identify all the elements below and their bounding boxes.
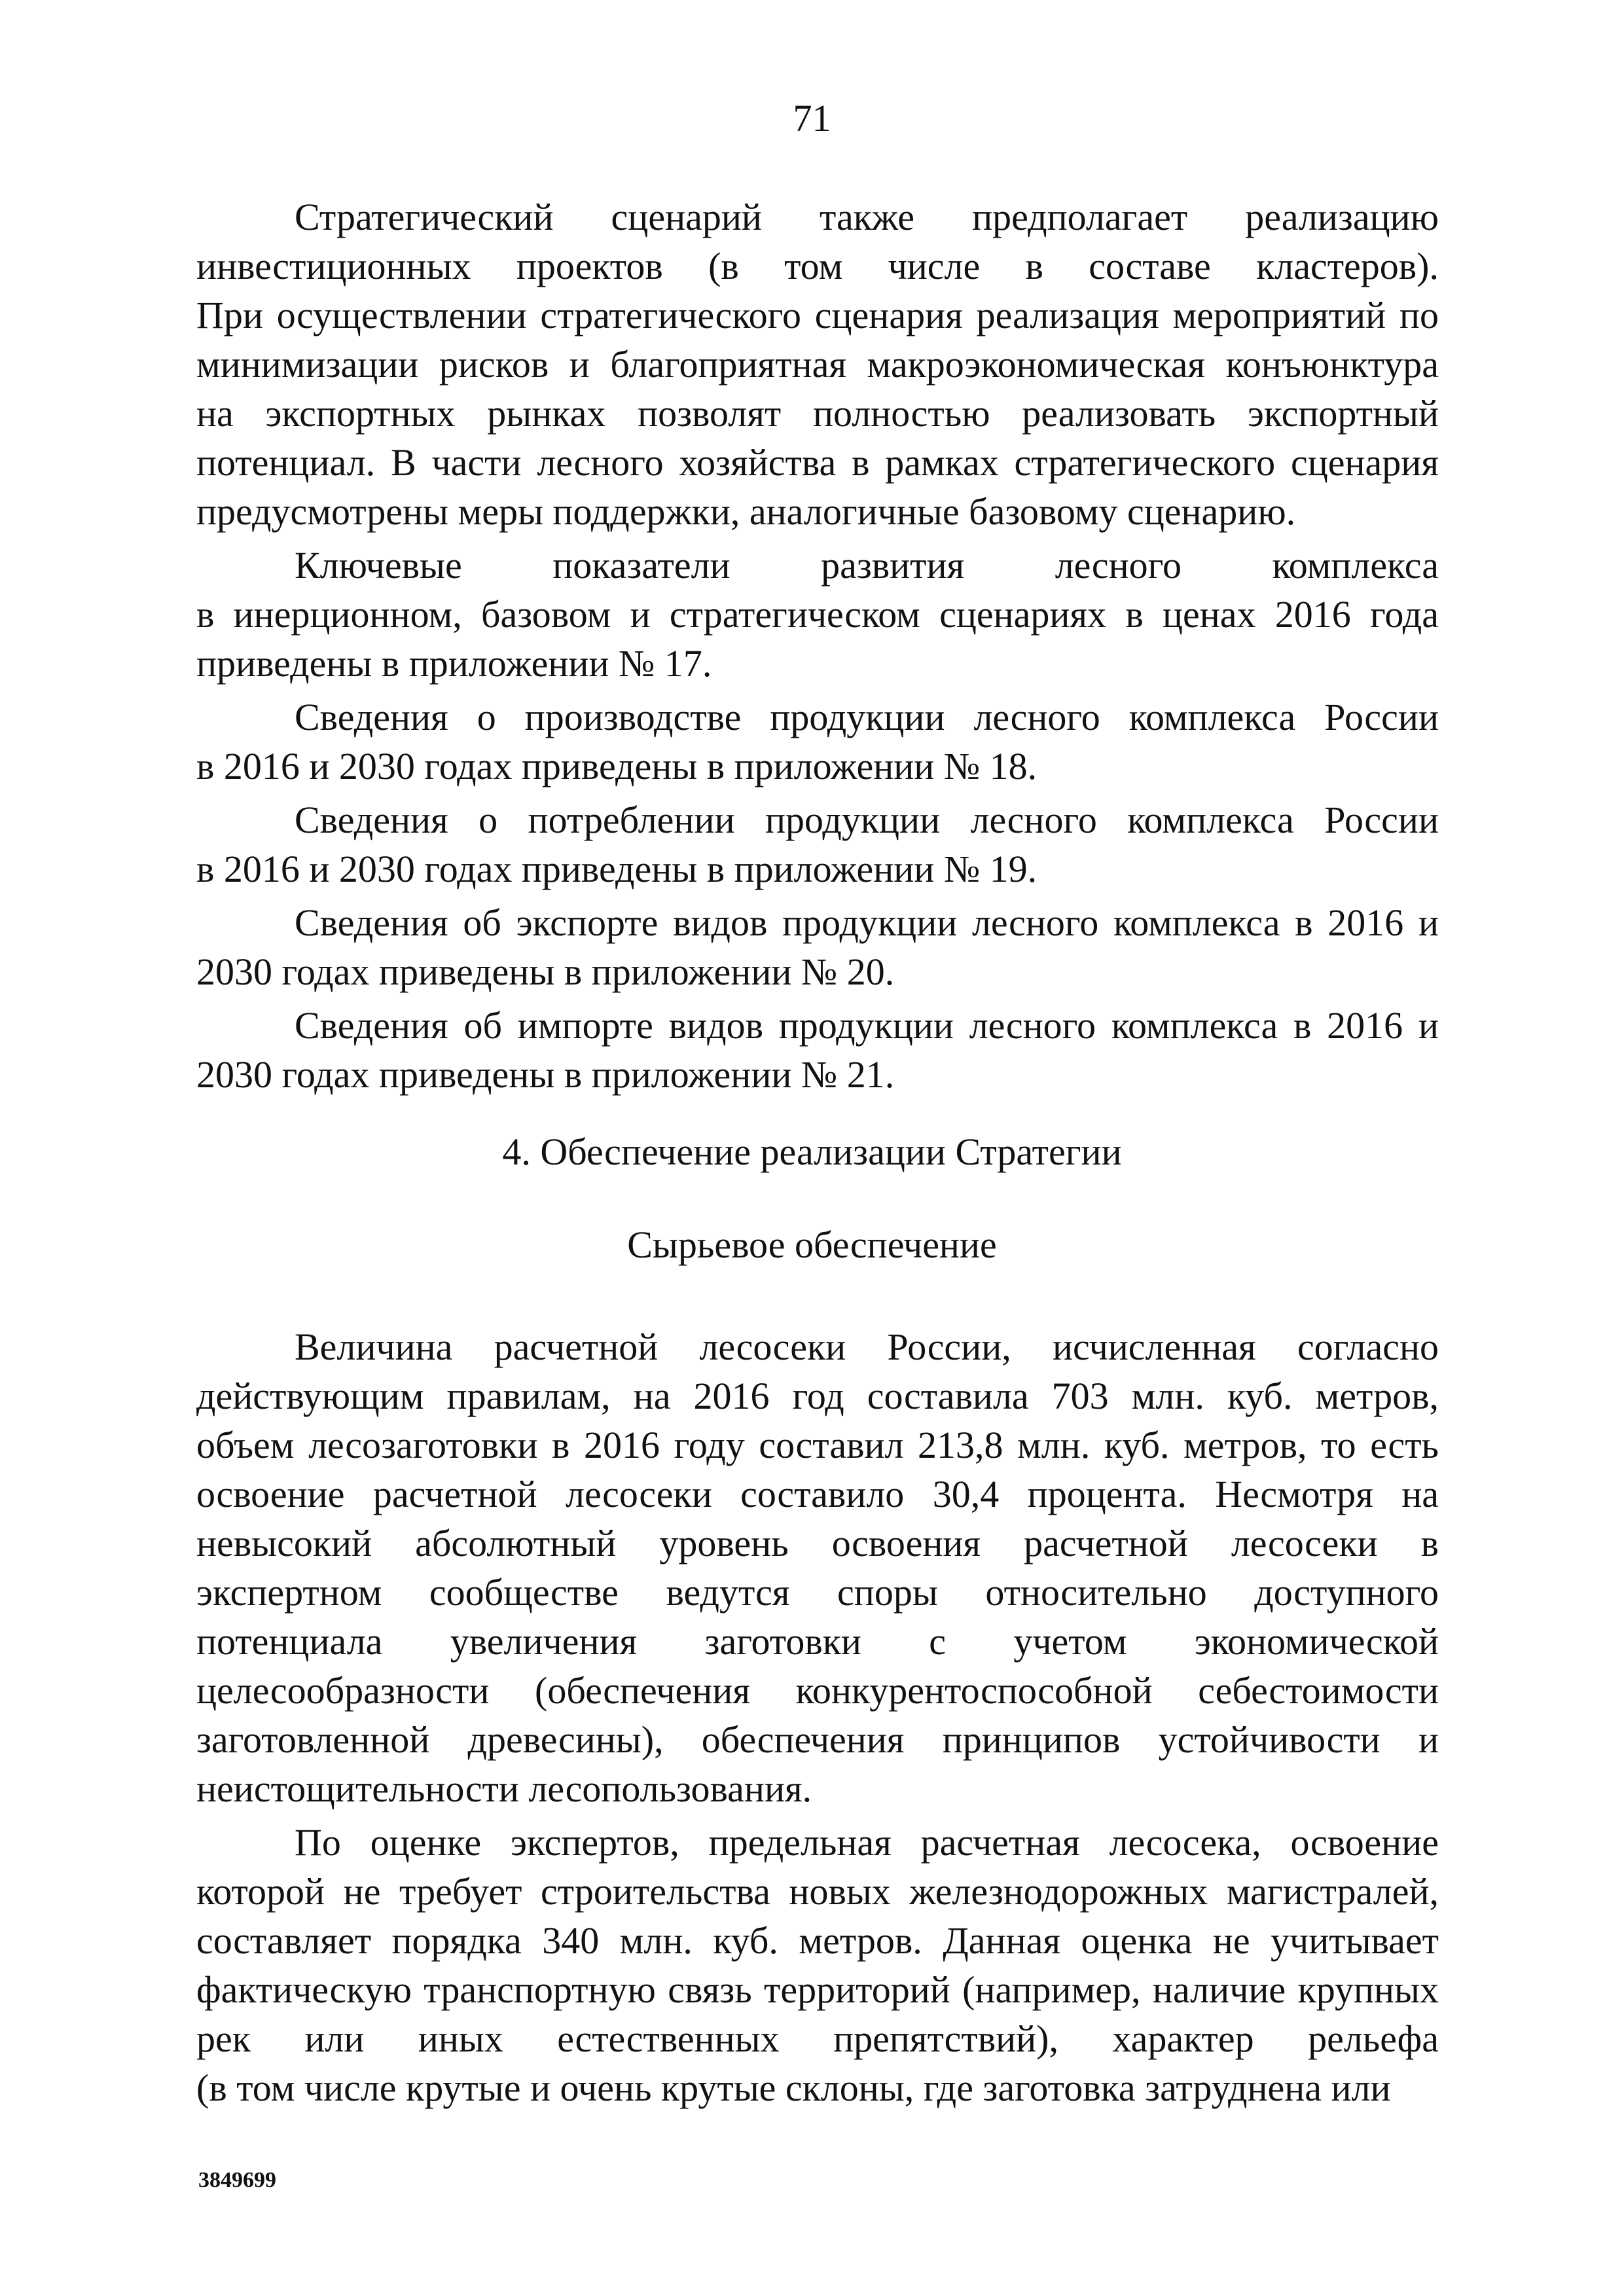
text-line: Сведения об экспорте видов продукции лесного комплекса в 2016 и (295, 901, 1439, 944)
paragraph (196, 1322, 1439, 1813)
text-line: минимизации рисков и благоприятная макроэкономическая конъюнктура (196, 343, 1439, 386)
body-text-section-2 (196, 1322, 1439, 2117)
section-heading: 4. Обеспечение реализации Стратегии (502, 1130, 1122, 1173)
text-line: на экспортных рынках позволят полностью реализовать экспортный (196, 392, 1439, 435)
paragraph (196, 795, 1439, 894)
text-line: При осуществлении стратегического сценария реализация мероприятий по (196, 294, 1439, 336)
text-line: Сведения о производстве продукции лесного комплекса России (295, 696, 1439, 738)
text-line: 2030 годах приведены в приложении № 21. (196, 1053, 895, 1096)
text-line: фактическую транспортную связь территорий (например, наличие крупных (196, 1968, 1439, 2011)
text-line: которой не требует строительства новых железнодорожных магистралей, (196, 1870, 1439, 1913)
text-line: По оценке экспертов, предельная расчетная лесосека, освоение (295, 1821, 1439, 1864)
text-line: составляет порядка 340 млн. куб. метров. Данная оценка не учитывает (196, 1919, 1439, 1962)
paragraph (196, 192, 1439, 536)
page-number: 71 (793, 97, 831, 139)
text-line: освоение расчетной лесосеки составило 30,4 процента. Несмотря на (196, 1473, 1439, 1515)
text-line: потенциала увеличения заготовки с учетом экономической (196, 1620, 1439, 1663)
text-line: объем лесозаготовки в 2016 году составил 213,8 млн. куб. метров, то есть (196, 1424, 1439, 1466)
body-text-section-1 (196, 192, 1439, 1104)
text-line: рек или иных естественных препятствий), характер рельефа (196, 2017, 1439, 2060)
paragraph (196, 898, 1439, 996)
text-line: (в том числе крутые и очень крутые склоны, где заготовка затруднена или (196, 2067, 1391, 2109)
text-line: инвестиционных проектов (в том числе в составе кластеров). (196, 245, 1439, 287)
text-line: в 2016 и 2030 годах приведены в приложении № 18. (196, 745, 1038, 787)
text-line: 2030 годах приведены в приложении № 20. (196, 950, 895, 993)
paragraph (196, 1001, 1439, 1099)
text-line: потенциал. В части лесного хозяйства в рамках стратегического сценария (196, 441, 1439, 484)
text-line: заготовленной древесины), обеспечения принципов устойчивости и (196, 1718, 1439, 1761)
text-line: целесообразности (обеспечения конкурентоспособной себестоимости (196, 1669, 1439, 1712)
text-line: Стратегический сценарий также предполагает реализацию (295, 196, 1439, 238)
document-code: 3849699 (198, 2168, 276, 2192)
text-line: предусмотрены меры поддержки, аналогичные базовому сценарию. (196, 490, 1296, 533)
text-line: Величина расчетной лесосеки России, исчисленная согласно (295, 1326, 1439, 1368)
text-line: экспертном сообществе ведутся споры относительно доступного (196, 1571, 1439, 1614)
text-line: приведены в приложении № 17. (196, 642, 712, 685)
text-line: в инерционном, базовом и стратегическом сценариях в ценах 2016 года (196, 593, 1439, 636)
text-line: в 2016 и 2030 годах приведены в приложении № 19. (196, 848, 1038, 890)
text-line: Сведения об импорте видов продукции лесного комплекса в 2016 и (295, 1004, 1439, 1047)
paragraph (196, 1818, 1439, 2112)
text-line: действующим правилам, на 2016 год составила 703 млн. куб. метров, (196, 1375, 1439, 1417)
text-line: Ключевые показатели развития лесного комплекса (295, 544, 1439, 587)
paragraph (196, 693, 1439, 791)
text-line: невысокий абсолютный уровень освоения расчетной лесосеки в (196, 1522, 1439, 1564)
text-line: неистощительности лесопользования. (196, 1767, 812, 1810)
text-line: Сведения о потреблении продукции лесного комплекса России (295, 799, 1439, 841)
paragraph (196, 541, 1439, 688)
subsection-heading: Сырьевое обеспечение (627, 1223, 997, 1266)
